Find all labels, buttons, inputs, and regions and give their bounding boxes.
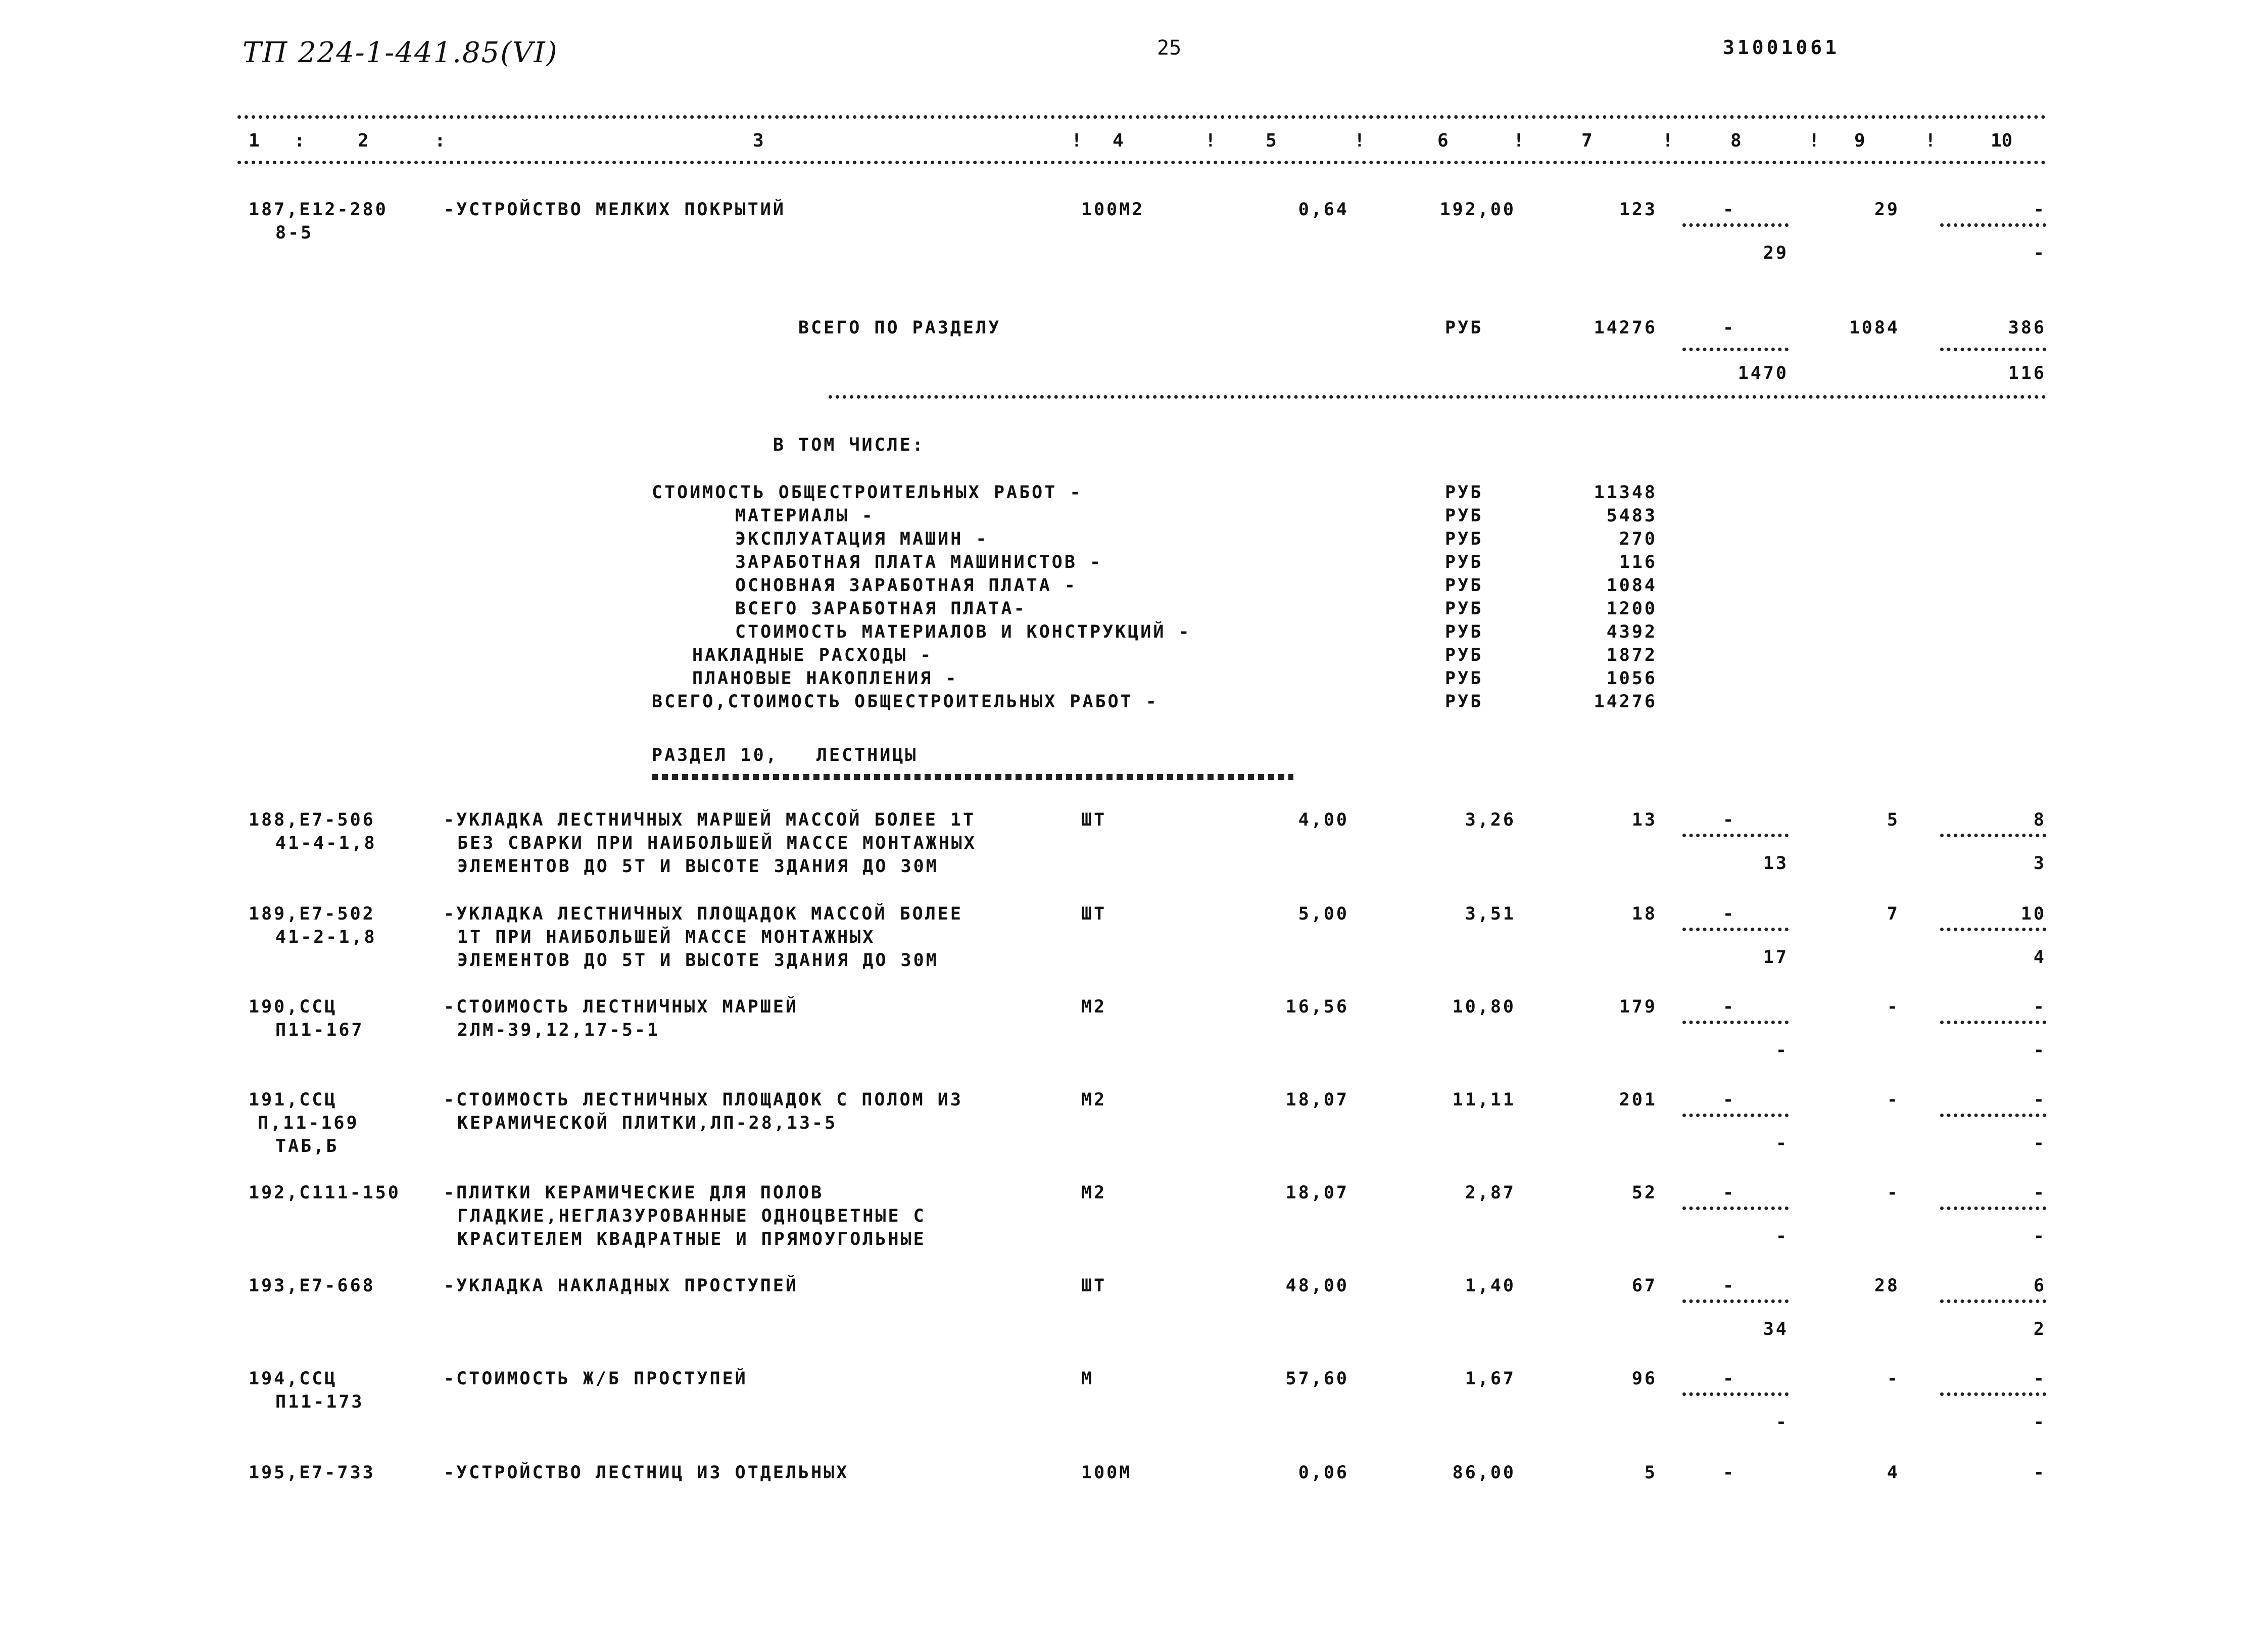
subtotal-rule bbox=[1682, 1206, 1789, 1210]
row-description: ГЛАДКИЕ,НЕГЛАЗУРОВАННЫЕ ОДНОЦВЕТНЫЕ С bbox=[457, 1206, 926, 1226]
including-item-label: СТОИМОСТЬ МАТЕРИАЛОВ И КОНСТРУКЦИЙ - bbox=[735, 622, 1191, 642]
row-col9: 28 bbox=[1874, 1276, 1900, 1296]
row-col10-sub: 4 bbox=[2033, 947, 2046, 968]
row-col8-sub: 17 bbox=[1763, 947, 1789, 968]
including-item-value: 11348 bbox=[1594, 482, 1657, 503]
row-total: 13 bbox=[1631, 810, 1657, 830]
row-col8: - bbox=[1723, 1276, 1736, 1296]
including-item-unit: РУБ bbox=[1445, 506, 1483, 526]
row-code: 189,Е7-502 bbox=[249, 904, 375, 924]
including-item-unit: РУБ bbox=[1445, 482, 1483, 503]
subtotal-rule bbox=[1940, 1299, 2046, 1303]
row-total: 123 bbox=[1619, 200, 1657, 220]
row-col10: 10 bbox=[2020, 904, 2046, 924]
document-code: ТП 224-1-441.85(VI) bbox=[243, 36, 558, 69]
column-header: 3 bbox=[753, 130, 764, 151]
including-item-value: 116 bbox=[1619, 552, 1657, 572]
row-description: КРАСИТЕЛЕМ КВАДРАТНЫЕ И ПРЯМОУГОЛЬНЫЕ bbox=[457, 1229, 926, 1249]
row-unit: М2 bbox=[1081, 997, 1107, 1017]
row-code: 194,ССЦ bbox=[249, 1369, 337, 1389]
including-item-label: ПЛАНОВЫЕ НАКОПЛЕНИЯ - bbox=[692, 668, 958, 689]
row-col10: - bbox=[2033, 997, 2046, 1017]
row-code: 193,Е7-668 bbox=[249, 1276, 375, 1296]
column-header: : bbox=[294, 130, 305, 151]
row-unit: ШТ bbox=[1081, 810, 1107, 830]
subtotal-rule bbox=[1682, 834, 1789, 837]
column-header: ! bbox=[1354, 130, 1365, 151]
row-col10-sub: - bbox=[2033, 1412, 2046, 1432]
row-quantity: 18,07 bbox=[1285, 1183, 1349, 1203]
column-header: 10 bbox=[1991, 130, 2013, 151]
row-col9: - bbox=[1887, 997, 1900, 1017]
row-description: -УСТРОЙСТВО МЕЛКИХ ПОКРЫТИЙ bbox=[444, 200, 786, 220]
including-label: В ТОМ ЧИСЛЕ: bbox=[773, 435, 925, 455]
section-total-c8: - bbox=[1723, 318, 1736, 338]
row-unit-price: 10,80 bbox=[1452, 997, 1516, 1017]
row-description: -УСТРОЙСТВО ЛЕСТНИЦ ИЗ ОТДЕЛЬНЫХ bbox=[444, 1463, 849, 1483]
section-total-c8b: 1470 bbox=[1738, 363, 1789, 383]
including-item-value: 1056 bbox=[1606, 668, 1657, 689]
row-col9: - bbox=[1887, 1183, 1900, 1203]
row-description: -УКЛАДКА ЛЕСТНИЧНЫХ ПЛОЩАДОК МАССОЙ БОЛЕЕ bbox=[444, 904, 963, 924]
row-unit: 100М2 bbox=[1081, 200, 1145, 220]
row-unit: М bbox=[1081, 1369, 1094, 1389]
table-head-rule bbox=[237, 161, 2046, 164]
row-unit-price: 192,00 bbox=[1439, 200, 1516, 220]
row-quantity: 0,64 bbox=[1298, 200, 1349, 220]
row-unit-price: 11,11 bbox=[1452, 1090, 1516, 1110]
row-col8: - bbox=[1723, 997, 1736, 1017]
row-description: -УКЛАДКА НАКЛАДНЫХ ПРОСТУПЕЙ bbox=[444, 1276, 799, 1296]
including-item-unit: РУБ bbox=[1445, 668, 1483, 689]
row-code: 41-2-1,8 bbox=[275, 927, 377, 947]
row-code: ТАБ,Б bbox=[275, 1136, 339, 1156]
row-col8: - bbox=[1723, 810, 1736, 830]
subtotal-rule bbox=[1940, 1206, 2046, 1210]
row-unit: ШТ bbox=[1081, 1276, 1107, 1296]
column-header: 6 bbox=[1437, 130, 1449, 151]
row-col8: - bbox=[1723, 904, 1736, 924]
row-unit-price: 1,40 bbox=[1465, 1276, 1516, 1296]
row-col9: - bbox=[1887, 1369, 1900, 1389]
row-unit: 100М bbox=[1081, 1463, 1132, 1483]
row-quantity: 5,00 bbox=[1298, 904, 1349, 924]
document-number: 31001061 bbox=[1723, 36, 1840, 59]
section-total-c9: 1084 bbox=[1849, 318, 1900, 338]
including-item-unit: РУБ bbox=[1445, 692, 1483, 712]
row-code: 187,Е12-280 bbox=[249, 200, 388, 220]
row-quantity: 16,56 bbox=[1285, 997, 1349, 1017]
subtotal-rule bbox=[1682, 1021, 1789, 1024]
column-header: ! bbox=[1513, 130, 1524, 151]
row-unit-price: 1,67 bbox=[1465, 1369, 1516, 1389]
including-item-label: ВСЕГО,СТОИМОСТЬ ОБЩЕСТРОИТЕЛЬНЫХ РАБОТ - bbox=[652, 692, 1159, 712]
row-description: ЭЛЕМЕНТОВ ДО 5Т И ВЫСОТЕ ЗДАНИЯ ДО 30М bbox=[457, 950, 939, 971]
row-col10: - bbox=[2033, 1369, 2046, 1389]
row-col10-sub: - bbox=[2033, 1040, 2046, 1060]
row-code: 192,С111-150 bbox=[249, 1183, 401, 1203]
row-quantity: 0,06 bbox=[1298, 1463, 1349, 1483]
section-total-unit: РУБ bbox=[1445, 318, 1483, 338]
row-col9: 29 bbox=[1874, 200, 1900, 220]
including-item-label: ЭКСПЛУАТАЦИЯ МАШИН - bbox=[735, 529, 989, 549]
column-header: ! bbox=[1809, 130, 1820, 151]
including-item-value: 14276 bbox=[1594, 692, 1657, 712]
including-item-label: МАТЕРИАЛЫ - bbox=[735, 506, 875, 526]
row-code: 195,Е7-733 bbox=[249, 1463, 375, 1483]
including-item-unit: РУБ bbox=[1445, 622, 1483, 642]
row-col10: - bbox=[2033, 200, 2046, 220]
row-total: 5 bbox=[1644, 1463, 1657, 1483]
row-unit-price: 3,51 bbox=[1465, 904, 1516, 924]
row-col9: 7 bbox=[1887, 904, 1900, 924]
row-total: 67 bbox=[1631, 1276, 1657, 1296]
row-total: 52 bbox=[1631, 1183, 1657, 1203]
including-item-value: 1200 bbox=[1606, 599, 1657, 619]
row-col10-sub: 2 bbox=[2033, 1319, 2046, 1339]
subtotal-rule bbox=[1940, 1021, 2046, 1024]
row-unit: ШТ bbox=[1081, 904, 1107, 924]
subtotal-rule bbox=[1682, 348, 1789, 351]
column-header: 4 bbox=[1113, 130, 1124, 151]
row-unit-price: 2,87 bbox=[1465, 1183, 1516, 1203]
row-total: 179 bbox=[1619, 997, 1657, 1017]
column-header: ! bbox=[1925, 130, 1936, 151]
page-number: 25 bbox=[1157, 36, 1182, 60]
including-item-unit: РУБ bbox=[1445, 599, 1483, 619]
row-col10-sub: - bbox=[2033, 1226, 2046, 1246]
including-item-label: ЗАРАБОТНАЯ ПЛАТА МАШИНИСТОВ - bbox=[735, 552, 1103, 572]
including-item-value: 1084 bbox=[1606, 575, 1657, 596]
row-quantity: 57,60 bbox=[1285, 1369, 1349, 1389]
row-code: 41-4-1,8 bbox=[275, 833, 377, 853]
row-quantity: 18,07 bbox=[1285, 1090, 1349, 1110]
section-heading-underline bbox=[652, 774, 1293, 780]
column-header: 8 bbox=[1730, 130, 1742, 151]
subtotal-rule bbox=[1940, 348, 2046, 351]
column-header: : bbox=[435, 130, 446, 151]
row-col10: 6 bbox=[2033, 1276, 2046, 1296]
row-col8: - bbox=[1723, 1090, 1736, 1110]
row-unit: М2 bbox=[1081, 1183, 1107, 1203]
row-col9: 5 bbox=[1887, 810, 1900, 830]
row-col8: - bbox=[1723, 200, 1736, 220]
row-description: ЭЛЕМЕНТОВ ДО 5Т И ВЫСОТЕ ЗДАНИЯ ДО 30М bbox=[457, 856, 939, 877]
row-col8: - bbox=[1723, 1369, 1736, 1389]
section-heading: РАЗДЕЛ 10, ЛЕСТНИЦЫ bbox=[652, 745, 918, 765]
row-col8-sub: 13 bbox=[1763, 853, 1789, 874]
row-col8-sub: - bbox=[1775, 1040, 1789, 1060]
row-quantity: 48,00 bbox=[1285, 1276, 1349, 1296]
including-item-label: СТОИМОСТЬ ОБЩЕСТРОИТЕЛЬНЫХ РАБОТ - bbox=[652, 482, 1083, 503]
row-unit-price: 86,00 bbox=[1452, 1463, 1516, 1483]
row-description: -УКЛАДКА ЛЕСТНИЧНЫХ МАРШЕЙ МАССОЙ БОЛЕЕ 1Т bbox=[444, 810, 976, 830]
row-description: -СТОИМОСТЬ Ж/Б ПРОСТУПЕЙ bbox=[444, 1369, 748, 1389]
row-description: БЕЗ СВАРКИ ПРИ НАИБОЛЬШЕЙ МАССЕ МОНТАЖНЫХ bbox=[457, 833, 977, 853]
row-code: 8-5 bbox=[275, 223, 314, 243]
row-code: 191,ССЦ bbox=[249, 1090, 337, 1110]
row-col9: 4 bbox=[1887, 1463, 1900, 1483]
column-header: ! bbox=[1662, 130, 1673, 151]
row-col8: - bbox=[1723, 1183, 1736, 1203]
row-description: -СТОИМОСТЬ ЛЕСТНИЧНЫХ МАРШЕЙ bbox=[444, 997, 799, 1017]
row-col10-sub: - bbox=[2033, 1133, 2046, 1153]
row-code: 190,ССЦ bbox=[249, 997, 337, 1017]
row-col10: - bbox=[2033, 1090, 2046, 1110]
section-end-rule bbox=[829, 395, 2046, 399]
subtotal-rule bbox=[1940, 1392, 2046, 1396]
including-item-unit: РУБ bbox=[1445, 575, 1483, 596]
including-item-value: 1872 bbox=[1606, 645, 1657, 665]
row-total: 201 bbox=[1619, 1090, 1657, 1110]
row-description: -СТОИМОСТЬ ЛЕСТНИЧНЫХ ПЛОЩАДОК С ПОЛОМ ИЗ bbox=[444, 1090, 963, 1110]
subtotal-rule bbox=[1940, 223, 2046, 227]
subtotal-rule bbox=[1940, 928, 2046, 931]
row-col8-sub: - bbox=[1775, 1412, 1789, 1432]
row-code: 188,Е7-506 bbox=[249, 810, 375, 830]
row-col10-sub: - bbox=[2033, 243, 2046, 263]
row-description: 2ЛМ-39,12,17-5-1 bbox=[457, 1020, 660, 1040]
row-col8-sub: 34 bbox=[1763, 1319, 1789, 1339]
row-description: -ПЛИТКИ КЕРАМИЧЕСКИЕ ДЛЯ ПОЛОВ bbox=[444, 1183, 824, 1203]
table-top-rule bbox=[237, 115, 2046, 119]
row-unit: М2 bbox=[1081, 1090, 1107, 1110]
column-header: 5 bbox=[1266, 130, 1277, 151]
column-header: 2 bbox=[358, 130, 369, 151]
including-item-unit: РУБ bbox=[1445, 645, 1483, 665]
row-col10: - bbox=[2033, 1183, 2046, 1203]
row-col8-sub: - bbox=[1775, 1133, 1789, 1153]
row-col10: 8 bbox=[2033, 810, 2046, 830]
including-item-value: 5483 bbox=[1606, 506, 1657, 526]
including-item-unit: РУБ bbox=[1445, 529, 1483, 549]
column-header: ! bbox=[1071, 130, 1082, 151]
subtotal-rule bbox=[1940, 1114, 2046, 1117]
row-code: П,11-169 bbox=[258, 1113, 359, 1133]
row-total: 96 bbox=[1631, 1369, 1657, 1389]
row-code: П11-167 bbox=[275, 1020, 364, 1040]
row-total: 18 bbox=[1631, 904, 1657, 924]
including-item-label: НАКЛАДНЫЕ РАСХОДЫ - bbox=[692, 645, 933, 665]
subtotal-rule bbox=[1682, 1299, 1789, 1303]
including-item-label: ВСЕГО ЗАРАБОТНАЯ ПЛАТА- bbox=[735, 599, 1027, 619]
column-header: 7 bbox=[1581, 130, 1593, 151]
section-total-label: ВСЕГО ПО РАЗДЕЛУ bbox=[798, 318, 1001, 338]
including-item-unit: РУБ bbox=[1445, 552, 1483, 572]
row-col10: - bbox=[2033, 1463, 2046, 1483]
subtotal-rule bbox=[1940, 834, 2046, 837]
row-code: П11-173 bbox=[275, 1392, 364, 1412]
subtotal-rule bbox=[1682, 1114, 1789, 1117]
including-item-value: 4392 bbox=[1606, 622, 1657, 642]
section-total-value: 14276 bbox=[1594, 318, 1657, 338]
row-unit-price: 3,26 bbox=[1465, 810, 1516, 830]
row-col8: - bbox=[1723, 1463, 1736, 1483]
row-col8-sub: 29 bbox=[1763, 243, 1789, 263]
section-total-c10b: 116 bbox=[2008, 363, 2046, 383]
including-item-value: 270 bbox=[1619, 529, 1657, 549]
subtotal-rule bbox=[1682, 223, 1789, 227]
column-header: 1 bbox=[249, 130, 260, 151]
subtotal-rule bbox=[1682, 1392, 1789, 1396]
column-header: 9 bbox=[1854, 130, 1865, 151]
row-col8-sub: - bbox=[1775, 1226, 1789, 1246]
section-total-c10: 386 bbox=[2008, 318, 2046, 338]
subtotal-rule bbox=[1682, 928, 1789, 931]
column-header: ! bbox=[1205, 130, 1216, 151]
row-quantity: 4,00 bbox=[1298, 810, 1349, 830]
row-col9: - bbox=[1887, 1090, 1900, 1110]
row-description: 1Т ПРИ НАИБОЛЬШЕЙ МАССЕ МОНТАЖНЫХ bbox=[457, 927, 876, 947]
including-item-label: ОСНОВНАЯ ЗАРАБОТНАЯ ПЛАТА - bbox=[735, 575, 1077, 596]
row-description: КЕРАМИЧЕСКОЙ ПЛИТКИ,ЛП-28,13-5 bbox=[457, 1113, 838, 1133]
row-col10-sub: 3 bbox=[2033, 853, 2046, 874]
